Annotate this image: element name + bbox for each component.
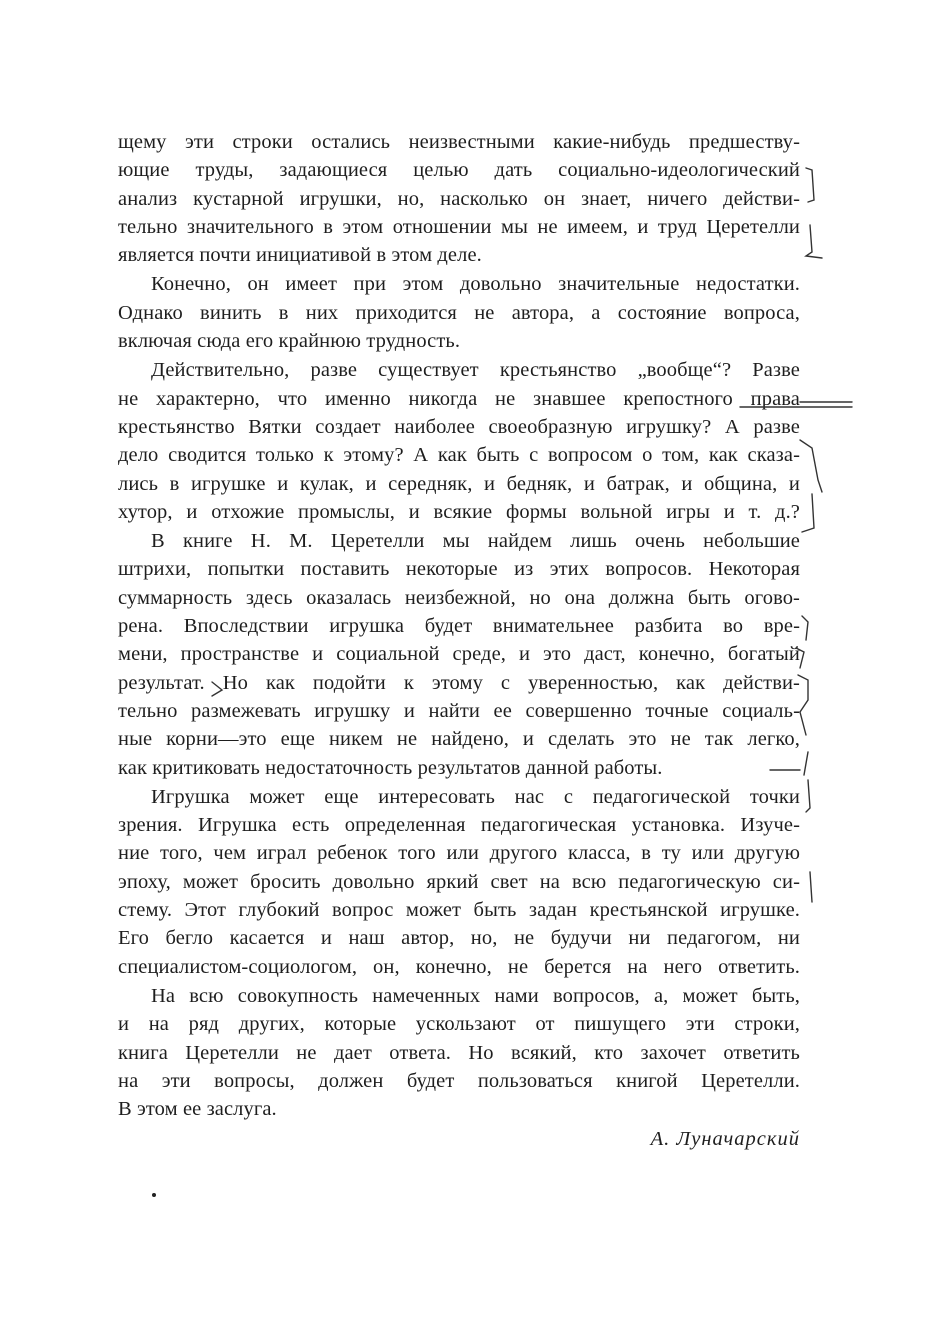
- text-line: лись в игрушке и кулак, и середняк, и бедняк, и батрак, и община, и: [118, 472, 800, 495]
- text-line: на эти вопросы, должен будет пользоваться книгой Церетелли.: [118, 1069, 800, 1092]
- text-line: суммарность здесь оказалась неизбежной, но она должна быть огово-: [118, 586, 800, 609]
- paragraph-2: [118, 270, 800, 355]
- text-line: книга Церетелли не дает ответа. Но всякий, кто захочет ответить: [118, 1041, 800, 1064]
- text-line: рена. Впоследствии игрушка будет внимательнее разбита во вре-: [118, 615, 800, 638]
- text-line: не характерно, что именно никогда не знавшее крепостного права: [118, 387, 800, 410]
- paragraph-5: [118, 783, 800, 981]
- author-signature: А. Луначарский: [650, 1128, 800, 1150]
- text-line: В этом ее заслуга.: [118, 1098, 277, 1121]
- text-line: стему. Этот глубокий вопрос может быть задан крестьянской игрушке.: [118, 899, 800, 922]
- paragraph-4: [118, 527, 800, 782]
- margin-bracket-mark: [802, 494, 814, 532]
- text-line: тельно значительного в этом отношении мы не имеем, и труд Церетелли: [118, 215, 800, 238]
- text-line: как критиковать недостаточность результатов данной работы.: [118, 756, 663, 779]
- text-line: Конечно, он имеет при этом довольно значительные недостатки.: [151, 273, 800, 296]
- text-line: ние того, чем играл ребенок того или другого класса, в ту или другую: [118, 842, 800, 865]
- text-line: эпоху, может бросить довольно яркий свет на всю педагогическую си-: [118, 870, 800, 893]
- body-text: [118, 128, 800, 1124]
- text-line: хутор, и отхожие промыслы, и всякие формы вольной игры и т. д.?: [118, 500, 800, 523]
- margin-bracket-mark: [800, 440, 822, 492]
- paragraph-1: [118, 128, 800, 269]
- text-line: Игрушка может еще интересовать нас с педагогической точки: [151, 785, 800, 808]
- margin-bracket-mark: [806, 780, 810, 812]
- text-line: Его бегло касается и наш автор, но, не будучи ни педагогом, ни: [118, 927, 800, 950]
- margin-bracket-mark: [806, 168, 814, 202]
- text-line: Действительно, разве существует крестьянство „вообще“? Разве: [151, 359, 800, 382]
- text-line: тельно размежевать игрушку и найти ее совершенно точные социаль-: [118, 699, 800, 722]
- paragraph-6: [118, 982, 800, 1123]
- text-line: ные корни—это еще никем не найдено, и сделать это не так легко,: [118, 728, 800, 751]
- paragraph-3: [118, 356, 800, 526]
- text-line: ющие труды, задающиеся целью дать социально-идеологический: [118, 159, 800, 182]
- text-line: На всю совокупность намеченных нами вопросов, а, может быть,: [151, 984, 800, 1007]
- text-line: щему эти строки остались неизвестными какие-нибудь предшеству-: [118, 131, 800, 153]
- text-line: мени, пространстве и социальной среде, и это даст, конечно, богатый: [118, 643, 800, 666]
- text-line: зрения. Игрушка есть определенная педагогическая установка. Изуче-: [118, 814, 800, 837]
- margin-bracket-mark: [810, 872, 812, 902]
- text-line: Однако винить в них приходится не автора, а состояние вопроса,: [118, 301, 800, 324]
- text-line: результат. Но как подойти к этому с уверенностью, как действи-: [118, 671, 800, 694]
- text-line: В книге Н. М. Церетелли мы найдем лишь очень небольшие: [151, 530, 800, 553]
- text-line: штрихи, попытки поставить некоторые из этих вопросов. Некоторая: [118, 558, 800, 581]
- text-line: дело сводится только к этому? А как быть с вопросом о том, как сказа-: [118, 444, 800, 467]
- stray-dot-mark: [152, 1193, 156, 1197]
- text-line: включая сюда его крайнюю трудность.: [118, 330, 461, 353]
- text-line: специалистом-социологом, он, конечно, не берется на него ответить.: [118, 955, 800, 978]
- margin-bracket-mark: [806, 225, 822, 258]
- margin-bracket-mark: [802, 616, 808, 640]
- text-line: анализ кустарной игрушки, но, насколько он знает, ничего действи-: [118, 187, 800, 210]
- text-line: является почти инициативой в этом деле.: [118, 244, 482, 267]
- text-line: крестьянство Вятки создает наиболее своеобразную игрушку? А разве: [118, 415, 800, 438]
- text-line: и на ряд других, которые ускользают от пишущего эти строки,: [118, 1013, 800, 1036]
